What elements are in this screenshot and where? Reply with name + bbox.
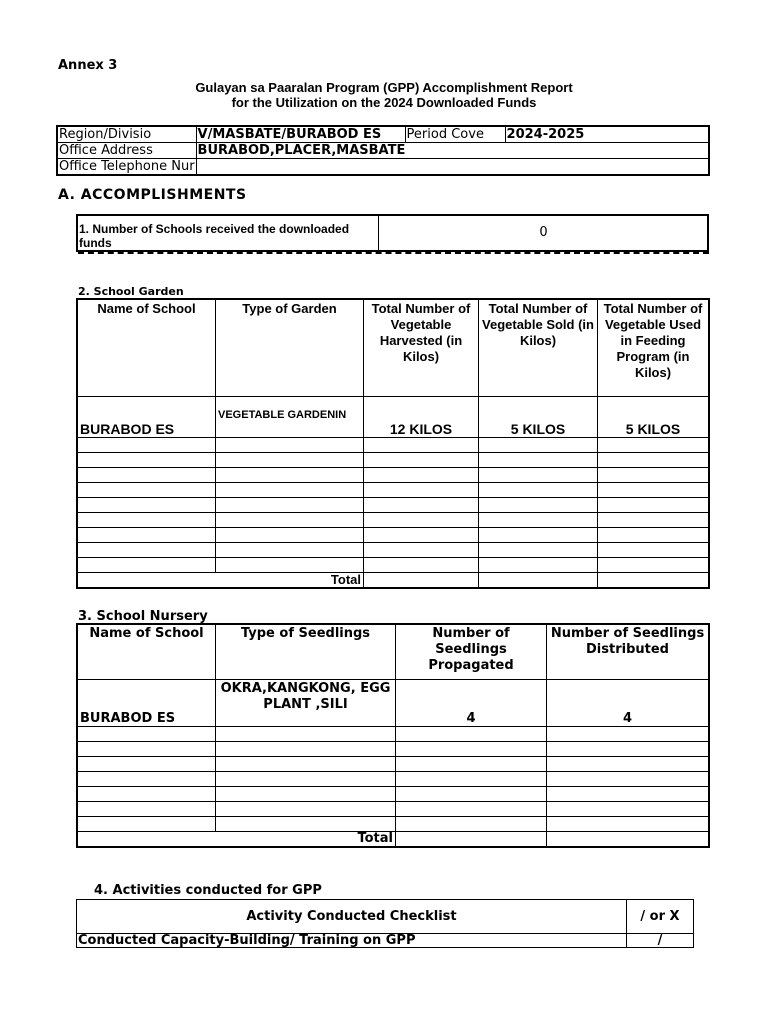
- activities-header-mark: / or X: [627, 900, 694, 934]
- nursery-header-row: [77, 624, 709, 680]
- school-nursery-table: [76, 623, 710, 848]
- nursery-header-distributed: Number of Seedlings Distributed: [547, 624, 710, 680]
- garden-empty-row: [77, 543, 709, 558]
- activity-mark: /: [627, 934, 694, 948]
- garden-harvested: 12 KILOS: [364, 397, 479, 438]
- phone-value: [196, 159, 709, 176]
- period-label: Period Cove: [405, 126, 505, 143]
- garden-header-sold: Total Number of Vegetable Sold (in Kilos): [479, 299, 598, 397]
- activity-name: Conducted Capacity-Building/ Training on GPP: [77, 934, 627, 948]
- garden-header-used: Total Number of Vegetable Used in Feeding Program (in Kilos): [598, 299, 710, 397]
- garden-header-type: Type of Garden: [216, 299, 364, 397]
- nursery-empty-row: [77, 727, 709, 742]
- address-row: [57, 143, 709, 159]
- dashed-divider: [78, 252, 709, 254]
- garden-empty-row: [77, 558, 709, 573]
- region-row: [57, 126, 709, 143]
- garden-empty-row: [77, 438, 709, 453]
- report-title-line1: Gulayan sa Paaralan Program (GPP) Accomplishment Report: [195, 80, 573, 95]
- schools-received-label: 1. Number of Schools received the downloaded funds: [78, 216, 379, 250]
- garden-empty-row: [77, 483, 709, 498]
- garden-header-row: [77, 299, 709, 397]
- garden-empty-row: [77, 468, 709, 483]
- nursery-header-school: Name of School: [77, 624, 216, 680]
- section-a-heading: A. ACCOMPLISHMENTS: [58, 187, 247, 203]
- garden-used: 5 KILOS: [598, 397, 710, 438]
- garden-header-school: Name of School: [77, 299, 216, 397]
- garden-header-harvested: Total Number of Vegetable Harvested (in Kilos): [364, 299, 479, 397]
- school-garden-heading: 2. School Garden: [78, 285, 184, 298]
- activities-header-checklist: Activity Conducted Checklist: [77, 900, 627, 934]
- garden-empty-row: [77, 513, 709, 528]
- activities-table: [76, 899, 694, 948]
- garden-empty-row: [77, 453, 709, 468]
- address-label: Office Address: [57, 143, 196, 159]
- period-value: 2024-2025: [505, 126, 709, 143]
- garden-total-label: Total: [77, 573, 364, 589]
- nursery-school: BURABOD ES: [77, 680, 216, 727]
- garden-data-row: [77, 397, 709, 438]
- nursery-empty-row: [77, 787, 709, 802]
- school-garden-table: [76, 298, 710, 589]
- office-info-table: [56, 125, 710, 176]
- nursery-header-type: Type of Seedlings: [216, 624, 396, 680]
- region-label: Region/Divisio: [57, 126, 196, 143]
- nursery-empty-row: [77, 802, 709, 817]
- garden-total-row: [77, 573, 709, 589]
- activities-row: [77, 934, 694, 948]
- activities-heading: 4. Activities conducted for GPP: [94, 883, 322, 898]
- schools-received-box: [76, 214, 709, 252]
- garden-sold: 5 KILOS: [479, 397, 598, 438]
- garden-school: BURABOD ES: [77, 397, 216, 438]
- nursery-data-row: [77, 680, 709, 727]
- annex-label: Annex 3: [58, 58, 118, 73]
- nursery-empty-row: [77, 772, 709, 787]
- nursery-seedlings: OKRA,KANGKONG, EGG PLANT ,SILI: [216, 680, 396, 727]
- address-value: BURABOD,PLACER,MASBATE: [196, 143, 709, 159]
- phone-row: [57, 159, 709, 176]
- schools-received-value: 0: [539, 225, 548, 240]
- nursery-total-label: Total: [77, 832, 396, 848]
- nursery-propagated: 4: [396, 680, 547, 727]
- nursery-distributed: 4: [547, 680, 710, 727]
- garden-empty-row: [77, 498, 709, 513]
- garden-empty-row: [77, 528, 709, 543]
- phone-label: Office Telephone Nur: [59, 158, 195, 174]
- nursery-empty-row: [77, 742, 709, 757]
- report-title-line2: for the Utilization on the 2024 Downloaded Funds: [231, 95, 537, 110]
- nursery-empty-row: [77, 817, 709, 832]
- nursery-header-propagated: Number of Seedlings Propagated: [396, 624, 547, 680]
- school-nursery-heading: 3. School Nursery: [78, 609, 208, 624]
- activities-header-row: [77, 900, 694, 934]
- nursery-total-row: [77, 832, 709, 848]
- garden-type: VEGETABLE GARDENIN: [216, 397, 364, 438]
- nursery-empty-row: [77, 757, 709, 772]
- region-value: V/MASBATE/BURABOD ES: [196, 126, 405, 143]
